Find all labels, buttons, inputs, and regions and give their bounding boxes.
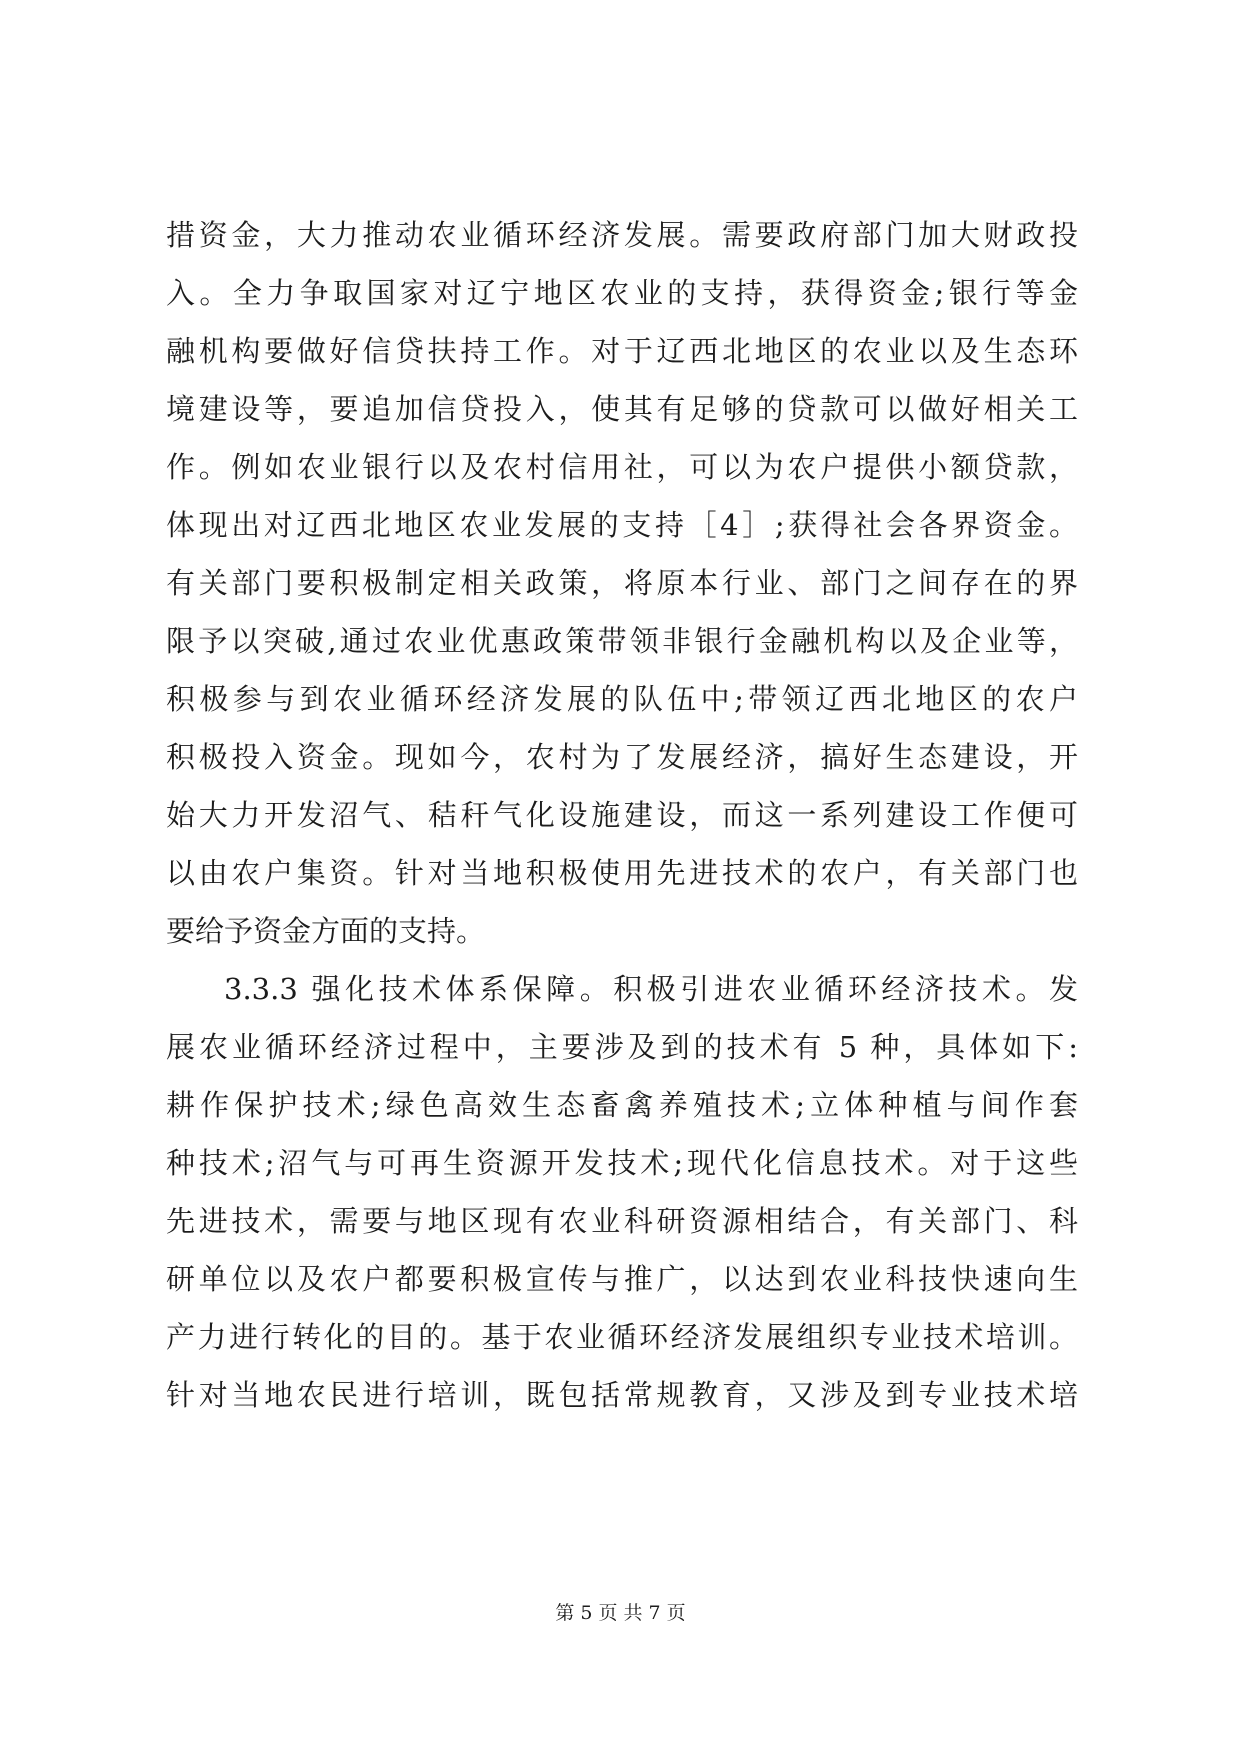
paragraph-funding — [166, 206, 1078, 960]
text-line: 始大力开发沼气、秸秆气化设施建设，而这一系列建设工作便可 — [166, 798, 1078, 832]
text-line: 针对当地农民进行培训，既包括常规教育，又涉及到专业技术培 — [166, 1378, 1078, 1412]
text-line: 以由农户集资。针对当地积极使用先进技术的农户，有关部门也 — [166, 856, 1078, 890]
text-line: 要给予资金方面的支持。 — [166, 914, 486, 948]
text-line: 积极参与到农业循环经济发展的队伍中;带领辽西北地区的农户 — [166, 682, 1078, 716]
text-line: 展农业循环经济过程中，主要涉及到的技术有 5 种，具体如下: — [166, 1030, 1078, 1064]
section-heading-line: 3.3.3 强化技术体系保障。积极引进农业循环经济技术。发 — [224, 972, 1078, 1006]
text-line: 先进技术，需要与地区现有农业科研资源相结合，有关部门、科 — [166, 1204, 1078, 1238]
page-footer — [0, 1598, 1241, 1625]
text-line: 入。全力争取国家对辽宁地区农业的支持，获得资金;银行等金 — [166, 276, 1078, 310]
text-line: 体现出对辽西北地区农业发展的支持［4］;获得社会各界资金。 — [166, 508, 1078, 542]
page-number: 第 5 页 共 7 页 — [555, 1602, 686, 1624]
text-line: 融机构要做好信贷扶持工作。对于辽西北地区的农业以及生态环 — [166, 334, 1078, 368]
text-line: 产力进行转化的目的。基于农业循环经济发展组织专业技术培训。 — [166, 1320, 1078, 1354]
body-text — [166, 206, 1078, 1424]
text-line: 耕作保护技术;绿色高效生态畜禽养殖技术;立体种植与间作套 — [166, 1088, 1078, 1122]
text-line: 措资金，大力推动农业循环经济发展。需要政府部门加大财政投 — [166, 218, 1078, 252]
text-line: 种技术;沼气与可再生资源开发技术;现代化信息技术。对于这些 — [166, 1146, 1078, 1180]
text-line: 研单位以及农户都要积极宣传与推广，以达到农业科技快速向生 — [166, 1262, 1078, 1296]
text-line: 作。例如农业银行以及农村信用社，可以为农户提供小额贷款， — [166, 450, 1078, 484]
text-line: 积极投入资金。现如今，农村为了发展经济，搞好生态建设，开 — [166, 740, 1078, 774]
text-line: 境建设等，要追加信贷投入，使其有足够的贷款可以做好相关工 — [166, 392, 1078, 426]
text-line: 限予以突破,通过农业优惠政策带领非银行金融机构以及企业等， — [166, 624, 1078, 658]
paragraph-technology — [166, 960, 1078, 1424]
text-line: 有关部门要积极制定相关政策，将原本行业、部门之间存在的界 — [166, 566, 1078, 600]
